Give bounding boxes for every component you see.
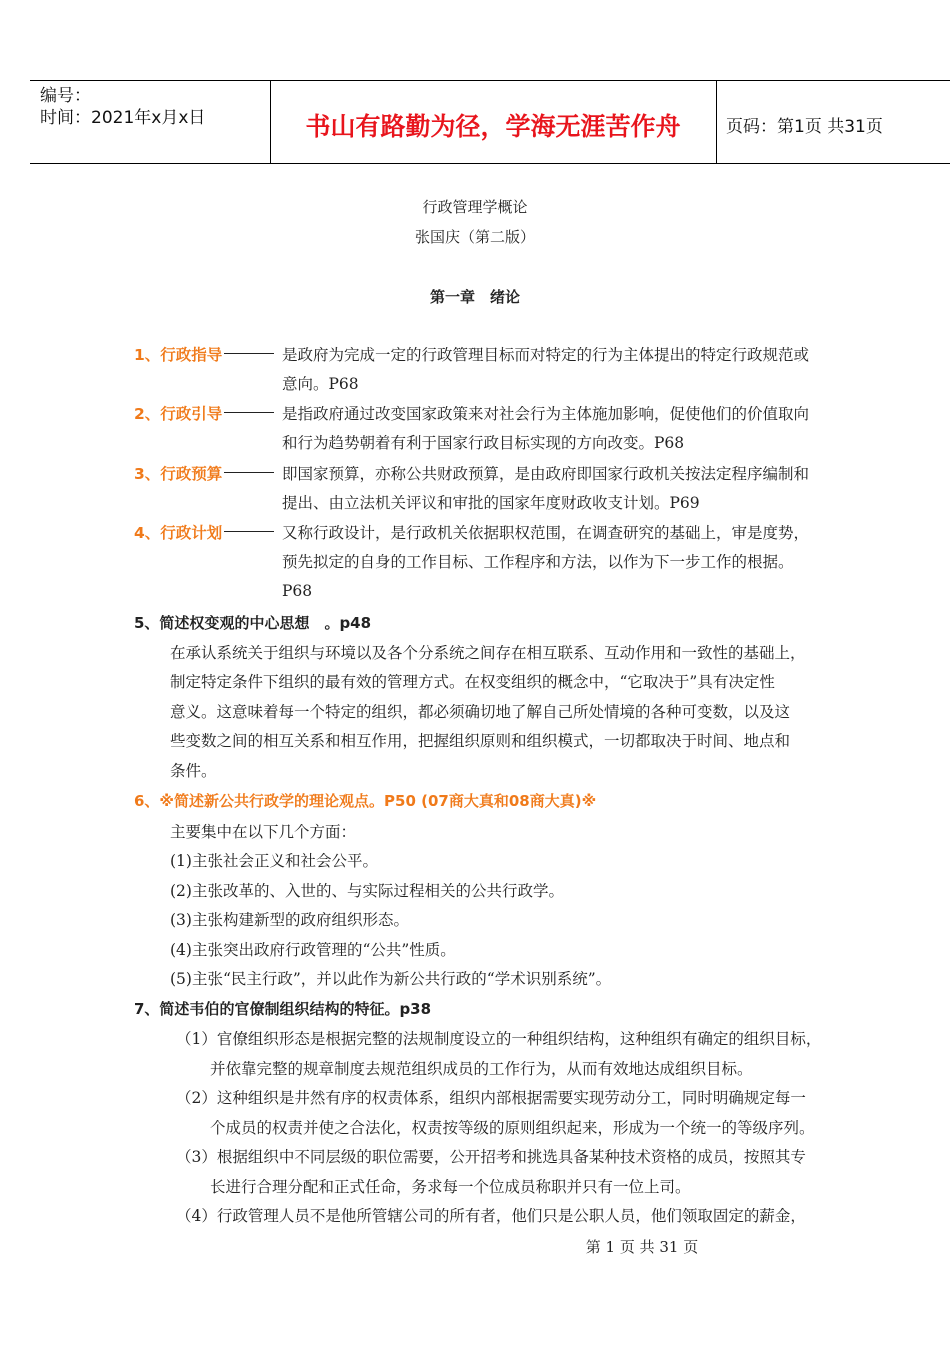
answer-item: （4）行政管理人员不是他所管辖公司的所有者，他们只是公职人员，他们领取固定的薪金， bbox=[176, 1207, 806, 1225]
term-text: 和行为趋势朝着有利于国家行政目标实现的方向改变。P68 bbox=[282, 434, 685, 452]
answer-item: (5)主张“民主行政”，并以此作为新公共行政的“学术识别系统”。 bbox=[170, 970, 612, 988]
term-text: 是政府为完成一定的行政管理目标而对特定的行为主体提出的特定行政规范或 bbox=[282, 346, 810, 364]
answer-line: 在承认系统关于组织与环境以及各个分系统之间存在相互联系、互动作用和一致性的基础上， bbox=[170, 644, 806, 662]
answer-item: （3）根据组织中不同层级的职位需要，公开招考和挑选具备某种技术资格的成员，按照其专 bbox=[176, 1148, 806, 1166]
term-entry bbox=[134, 519, 810, 600]
chapter-heading: 第一章 绪论 bbox=[429, 288, 520, 306]
answer-item: （1）官僚组织形态是根据完整的法规制度设立的一种组织结构，这种组织有确定的组织目标， bbox=[176, 1030, 822, 1048]
header-meta bbox=[40, 85, 270, 129]
answer-item: (1)主张社会正义和社会公平。 bbox=[170, 852, 378, 870]
page-header bbox=[30, 80, 950, 164]
term-label: 1、行政指导 bbox=[134, 346, 223, 364]
question-heading: 5、简述权变观的中心思想 。p48 bbox=[134, 614, 372, 632]
term-blank bbox=[224, 353, 274, 354]
number-label: 编号： bbox=[40, 86, 91, 106]
term-text: 又称行政设计，是行政机关依据职权范围，在调查研究的基础上，审是度势， bbox=[282, 524, 810, 542]
term-blank bbox=[224, 531, 274, 532]
term-label: 2、行政引导 bbox=[134, 405, 223, 423]
term-blank bbox=[224, 412, 274, 413]
answer-item: (4)主张突出政府行政管理的“公共”性质。 bbox=[170, 941, 456, 959]
header-page-info: 页码：第1页 共31页 bbox=[726, 117, 883, 137]
answer-line: 意义。这意味着每一个特定的组织，都必须确切地了解自己所处情境的各种可变数，以及这 bbox=[170, 703, 791, 721]
header-divider bbox=[716, 81, 717, 163]
answer-item: (2)主张改革的、入世的、与实际过程相关的公共行政学。 bbox=[170, 882, 564, 900]
answer-intro: 主要集中在以下几个方面： bbox=[170, 823, 357, 841]
answer-line: 些变数之间的相互关系和相互作用，把握组织原则和组织模式，一切都取决于时间、地点和 bbox=[170, 732, 791, 750]
header-motto: 书山有路勤为径，学海无涯苦作舟 bbox=[305, 112, 681, 141]
question-heading: 7、简述韦伯的官僚制组织结构的特征。p38 bbox=[134, 1000, 432, 1018]
answer-item: (3)主张构建新型的政府组织形态。 bbox=[170, 911, 409, 929]
term-entry bbox=[134, 460, 810, 512]
answer-line: 条件。 bbox=[170, 762, 217, 780]
answer-line: 制定特定条件下组织的最有效的管理方式。在权变组织的概念中，“它取决于”具有决定性 bbox=[170, 673, 775, 691]
term-label: 4、行政计划 bbox=[134, 524, 223, 542]
term-blank bbox=[224, 472, 274, 473]
term-entry bbox=[134, 341, 810, 393]
answer-item: （2）这种组织是井然有序的权责体系，组织内部根据需要实现劳动分工，同时明确规定每一 bbox=[176, 1089, 806, 1107]
term-label: 3、行政预算 bbox=[134, 465, 223, 483]
doc-title: 行政管理学概论 bbox=[422, 198, 528, 216]
page-footer: 第 1 页 共 31 页 bbox=[585, 1238, 699, 1256]
term-text: P68 bbox=[282, 582, 313, 600]
term-text: 预先拟定的自身的工作目标、工作程序和方法，以作为下一步工作的根据。 bbox=[282, 553, 794, 571]
term-text: 是指政府通过改变国家政策来对社会行为主体施加影响，促使他们的价值取向 bbox=[282, 405, 810, 423]
answer-item-cont: 长进行合理分配和正式任命，务求每一个位成员称职并只有一位上司。 bbox=[210, 1178, 691, 1196]
doc-subtitle: 张国庆（第二版） bbox=[414, 228, 535, 246]
term-text: 意向。P68 bbox=[282, 375, 359, 393]
question-heading: 6、※简述新公共行政学的理论观点。P50 (07商大真和08商大真)※ bbox=[134, 792, 597, 810]
answer-item-cont: 并依靠完整的规章制度去规范组织成员的工作行为，从而有效地达成组织目标。 bbox=[210, 1060, 753, 1078]
answer-item-cont: 个成员的权责并使之合法化，权责按等级的原则组织起来，形成为一个统一的等级序列。 bbox=[210, 1119, 815, 1137]
term-text: 提出、由立法机关评议和审批的国家年度财政收支计划。P69 bbox=[282, 494, 700, 512]
term-text: 即国家预算，亦称公共财政预算，是由政府即国家行政机关按法定程序编制和 bbox=[282, 465, 810, 483]
time-label: 时间：2021年x月x日 bbox=[40, 108, 206, 128]
term-entry bbox=[134, 400, 810, 452]
